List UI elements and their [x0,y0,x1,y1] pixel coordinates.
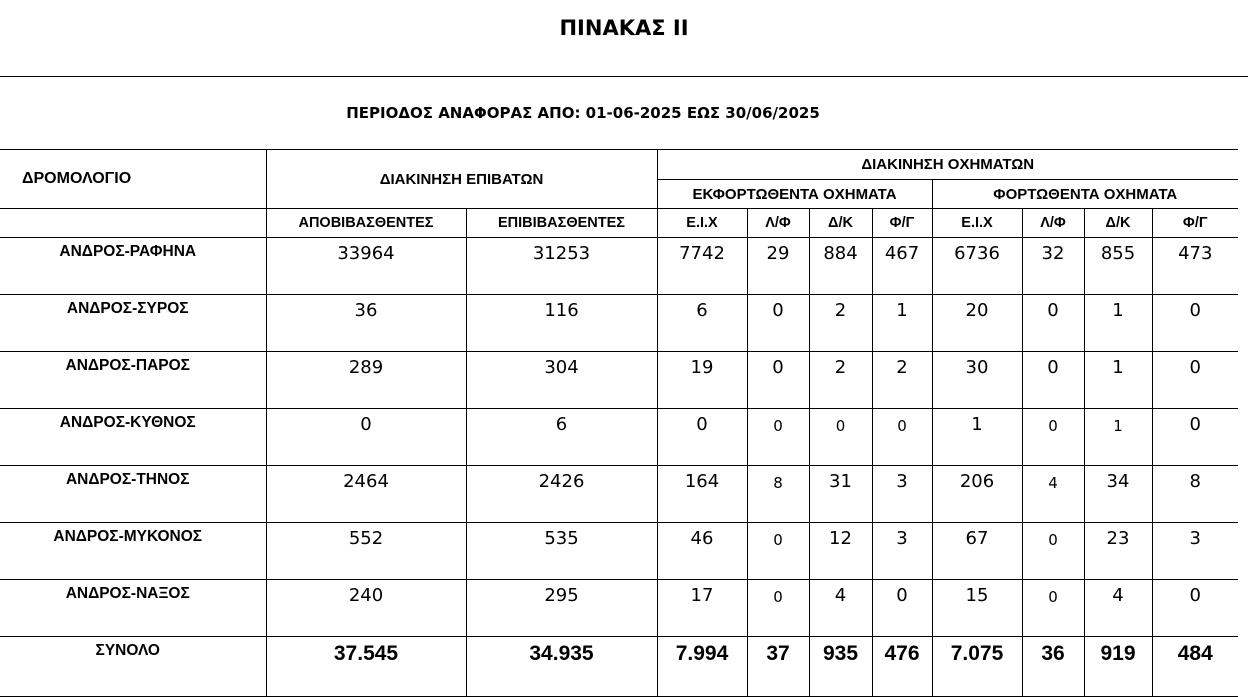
table-row [0,523,1238,580]
unloaded-buses-cell: 0 [747,409,809,466]
disembarked-cell: 36 [266,295,466,352]
loaded-trucks-cell: 0 [1152,352,1238,409]
header-disembarked: ΑΠΟΒΙΒΑΣΘΕΝΤΕΣ [266,209,466,238]
header-loaded-trucks: Φ/Γ [1152,209,1238,238]
embarked-cell: 304 [466,352,657,409]
loaded-cars-cell: 30 [932,352,1022,409]
header-unloaded-dk: Δ/Κ [809,209,872,238]
loaded-buses-cell: 32 [1022,238,1084,295]
route-cell: ΑΝΔΡΟΣ-ΝΑΞΟΣ [0,580,266,637]
route-cell: ΑΝΔΡΟΣ-ΚΥΘΝΟΣ [0,409,266,466]
route-cell: ΑΝΔΡΟΣ-ΣΥΡΟΣ [0,295,266,352]
unloaded-buses-cell: 0 [747,523,809,580]
total-unloaded-trucks: 476 [872,637,932,697]
loaded-trucks-cell: 0 [1152,409,1238,466]
page-title: ΠΙΝΑΚΑΣ ΙΙ [559,16,689,40]
unloaded-trucks-cell: 0 [872,580,932,637]
total-label: ΣΥΝΟΛΟ [0,637,266,697]
unloaded-trucks-cell: 1 [872,295,932,352]
table-row [0,352,1238,409]
disembarked-cell: 552 [266,523,466,580]
loaded-buses-cell: 0 [1022,523,1084,580]
unloaded-trucks-cell: 0 [872,409,932,466]
embarked-cell: 295 [466,580,657,637]
total-loaded-cars: 7.075 [932,637,1022,697]
total-unloaded-cars: 7.994 [657,637,747,697]
loaded-cars-cell: 67 [932,523,1022,580]
loaded-trucks-cell: 8 [1152,466,1238,523]
total-row [0,637,1238,697]
header-loaded-buses: Λ/Φ [1022,209,1084,238]
unloaded-buses-cell: 0 [747,352,809,409]
header-loaded-cars: Ε.Ι.Χ [932,209,1022,238]
header-unloaded-trucks: Φ/Γ [872,209,932,238]
traffic-table [0,149,1238,697]
route-cell: ΑΝΔΡΟΣ-ΤΗΝΟΣ [0,466,266,523]
loaded-cars-cell: 6736 [932,238,1022,295]
loaded-buses-cell: 0 [1022,580,1084,637]
unloaded-trucks-cell: 467 [872,238,932,295]
loaded-dk-cell: 23 [1084,523,1152,580]
unloaded-cars-cell: 7742 [657,238,747,295]
header-vehicles: ΔΙΑΚΙΝΗΣΗ ΟΧΗΜΑΤΩΝ [657,150,1238,180]
embarked-cell: 31253 [466,238,657,295]
unloaded-dk-cell: 31 [809,466,872,523]
table-row [0,238,1238,295]
loaded-trucks-cell: 0 [1152,295,1238,352]
loaded-dk-cell: 4 [1084,580,1152,637]
loaded-dk-cell: 1 [1084,409,1152,466]
table-row [0,580,1238,637]
unloaded-cars-cell: 17 [657,580,747,637]
loaded-dk-cell: 34 [1084,466,1152,523]
header-route-blank [0,209,266,238]
header-unloaded-buses: Λ/Φ [747,209,809,238]
disembarked-cell: 289 [266,352,466,409]
loaded-buses-cell: 4 [1022,466,1084,523]
table-row [0,409,1238,466]
loaded-cars-cell: 206 [932,466,1022,523]
unloaded-buses-cell: 29 [747,238,809,295]
unloaded-trucks-cell: 3 [872,466,932,523]
total-disembarked: 37.545 [266,637,466,697]
loaded-dk-cell: 1 [1084,295,1152,352]
header-loaded-dk: Δ/Κ [1084,209,1152,238]
unloaded-dk-cell: 12 [809,523,872,580]
disembarked-cell: 33964 [266,238,466,295]
route-cell: ΑΝΔΡΟΣ-ΠΑΡΟΣ [0,352,266,409]
loaded-dk-cell: 1 [1084,352,1152,409]
loaded-cars-cell: 20 [932,295,1022,352]
header-loaded: ΦΟΡΤΩΘΕΝΤΑ ΟΧΗΜΑΤΑ [932,180,1238,209]
loaded-trucks-cell: 3 [1152,523,1238,580]
unloaded-dk-cell: 4 [809,580,872,637]
header-unloaded-cars: Ε.Ι.Χ [657,209,747,238]
disembarked-cell: 0 [266,409,466,466]
unloaded-dk-cell: 0 [809,409,872,466]
embarked-cell: 535 [466,523,657,580]
loaded-trucks-cell: 0 [1152,580,1238,637]
unloaded-trucks-cell: 3 [872,523,932,580]
table-row [0,466,1238,523]
unloaded-cars-cell: 164 [657,466,747,523]
embarked-cell: 2426 [466,466,657,523]
divider-line [0,76,1248,77]
disembarked-cell: 240 [266,580,466,637]
header-embarked: ΕΠΙΒΙΒΑΣΘΕΝΤΕΣ [466,209,657,238]
unloaded-buses-cell: 8 [747,466,809,523]
unloaded-dk-cell: 2 [809,295,872,352]
total-loaded-buses: 36 [1022,637,1084,697]
loaded-cars-cell: 15 [932,580,1022,637]
unloaded-trucks-cell: 2 [872,352,932,409]
total-loaded-dk: 919 [1084,637,1152,697]
header-passengers: ΔΙΑΚΙΝΗΣΗ ΕΠΙΒΑΤΩΝ [266,150,657,209]
disembarked-cell: 2464 [266,466,466,523]
total-unloaded-buses: 37 [747,637,809,697]
route-cell: ΑΝΔΡΟΣ-ΡΑΦΗΝΑ [0,238,266,295]
unloaded-cars-cell: 46 [657,523,747,580]
route-cell: ΑΝΔΡΟΣ-ΜΥΚΟΝΟΣ [0,523,266,580]
unloaded-cars-cell: 19 [657,352,747,409]
unloaded-dk-cell: 2 [809,352,872,409]
loaded-buses-cell: 0 [1022,295,1084,352]
loaded-buses-cell: 0 [1022,409,1084,466]
table-row [0,295,1238,352]
loaded-cars-cell: 1 [932,409,1022,466]
embarked-cell: 116 [466,295,657,352]
unloaded-dk-cell: 884 [809,238,872,295]
unloaded-cars-cell: 6 [657,295,747,352]
embarked-cell: 6 [466,409,657,466]
total-unloaded-dk: 935 [809,637,872,697]
unloaded-buses-cell: 0 [747,580,809,637]
unloaded-cars-cell: 0 [657,409,747,466]
loaded-buses-cell: 0 [1022,352,1084,409]
total-loaded-trucks: 484 [1152,637,1238,697]
total-embarked: 34.935 [466,637,657,697]
header-unloaded: ΕΚΦΟΡΤΩΘΕΝΤΑ ΟΧΗΜΑΤΑ [657,180,932,209]
unloaded-buses-cell: 0 [747,295,809,352]
header-route: ΔΡΟΜΟΛΟΓΙΟ [0,150,266,209]
report-period: ΠΕΡΙΟΔΟΣ ΑΝΑΦΟΡΑΣ ΑΠΟ: 01-06-2025 ΕΩΣ 30/06/2025 [346,104,820,122]
loaded-dk-cell: 855 [1084,238,1152,295]
loaded-trucks-cell: 473 [1152,238,1238,295]
